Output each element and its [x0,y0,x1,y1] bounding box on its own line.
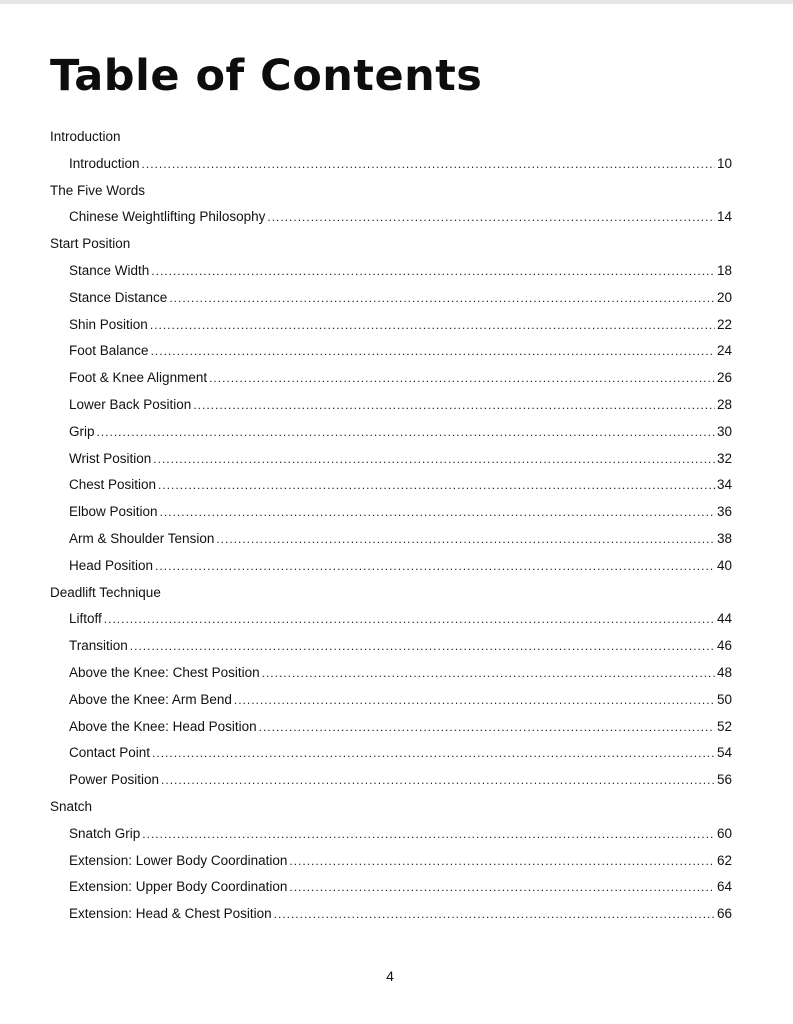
dot-leader [158,472,715,499]
toc-section [50,124,732,178]
toc-entry-title: Extension: Upper Body Coordination [69,879,288,895]
toc-section-title[interactable]: Introduction [50,129,121,144]
toc-entry[interactable] [50,901,732,928]
toc-entry-page-number: 64 [716,879,732,895]
toc-entry-title: Above the Knee: Head Position [69,718,257,734]
dot-leader [104,606,715,633]
toc-entry-title: Foot & Knee Alignment [69,370,208,386]
toc-entry[interactable] [50,312,732,339]
dot-leader [152,740,715,767]
toc-entry-title: Chinese Weightlifting Philosophy [69,209,266,225]
toc-entry[interactable] [50,392,732,419]
toc-entry-page-number: 46 [716,638,732,654]
toc-entry-title: Transition [69,638,128,654]
toc-entry-page-number: 66 [716,906,732,922]
table-of-contents [50,124,732,928]
toc-entry-title: Power Position [69,772,160,788]
toc-entry-title: Elbow Position [69,504,158,520]
toc-entry[interactable] [50,472,732,499]
dot-leader [262,660,715,687]
toc-entry-page-number: 22 [716,316,732,332]
page-number: 4 [386,968,394,984]
dot-leader [193,392,715,419]
toc-entry-page-number: 54 [716,745,732,761]
dot-leader [289,848,715,875]
toc-entry-page-number: 38 [716,530,732,546]
toc-entry-page-number: 30 [716,423,732,439]
dot-leader [234,687,715,714]
toc-entry[interactable] [50,740,732,767]
dot-leader [289,874,715,901]
dot-leader [259,714,715,741]
page-top-edge [0,0,793,4]
toc-section [50,231,732,579]
dot-leader [216,526,715,553]
dot-leader [153,446,715,473]
toc-entry[interactable] [50,204,732,231]
toc-entry[interactable] [50,553,732,580]
toc-entry[interactable] [50,848,732,875]
toc-entry-title: Liftoff [69,611,102,627]
toc-entry-title: Stance Width [69,262,150,278]
toc-entry[interactable] [50,258,732,285]
toc-section [50,580,732,794]
toc-entry-title: Wrist Position [69,450,152,466]
toc-entry-title: Above the Knee: Chest Position [69,664,260,680]
toc-entry[interactable] [50,446,732,473]
toc-entry-title: Snatch Grip [69,825,141,841]
toc-entry-page-number: 52 [716,718,732,734]
toc-entry-page-number: 10 [716,155,732,171]
toc-entry-page-number: 44 [716,611,732,627]
dot-leader [161,767,715,794]
toc-entry-title: Above the Knee: Arm Bend [69,691,232,707]
toc-entry-page-number: 20 [716,289,732,305]
toc-section [50,178,732,232]
dot-leader [160,499,715,526]
toc-entry-page-number: 50 [716,691,732,707]
toc-entry-page-number: 56 [716,772,732,788]
toc-section [50,794,732,928]
toc-entry-page-number: 14 [716,209,732,225]
toc-entry[interactable] [50,526,732,553]
dot-leader [267,204,715,231]
toc-entry-title: Foot Balance [69,343,149,359]
toc-entry-title: Shin Position [69,316,148,332]
toc-entry[interactable] [50,660,732,687]
toc-entry[interactable] [50,687,732,714]
toc-entry[interactable] [50,499,732,526]
toc-entry-title: Contact Point [69,745,151,761]
toc-entry-title: Extension: Head & Chest Position [69,906,272,922]
toc-entry-title: Introduction [69,155,140,171]
toc-entry-page-number: 60 [716,825,732,841]
toc-section-title[interactable]: Snatch [50,798,93,814]
toc-entry[interactable] [50,606,732,633]
toc-entry-page-number: 34 [716,477,732,493]
toc-entry[interactable] [50,285,732,312]
toc-section-title[interactable]: Start Position [50,236,131,252]
toc-entry[interactable] [50,151,732,178]
toc-entry[interactable] [50,365,732,392]
toc-entry-title: Grip [69,423,95,439]
dot-leader [209,365,715,392]
dot-leader [274,901,715,928]
toc-entry-page-number: 32 [716,450,732,466]
toc-entry-title: Chest Position [69,477,157,493]
dot-leader [150,312,715,339]
toc-entry-page-number: 48 [716,664,732,680]
toc-entry-page-number: 18 [716,262,732,278]
toc-section-title[interactable]: Deadlift Technique [50,584,161,600]
toc-entry-page-number: 62 [716,852,732,868]
page-title: Table of Contents [50,51,483,101]
toc-entry-title: Head Position [69,557,154,573]
toc-entry[interactable] [50,767,732,794]
toc-entry-page-number: 40 [716,557,732,573]
dot-leader [169,285,715,312]
toc-entry-title: Arm & Shoulder Tension [69,530,215,546]
toc-entry[interactable] [50,821,732,848]
toc-entry-title: Stance Distance [69,289,168,305]
dot-leader [151,338,715,365]
dot-leader [142,151,715,178]
toc-entry-page-number: 26 [716,370,732,386]
toc-entry[interactable] [50,633,732,660]
toc-section-title[interactable]: The Five Words [50,182,146,198]
toc-entry-title: Extension: Lower Body Coordination [69,852,288,868]
toc-entry[interactable] [50,419,732,446]
dot-leader [130,633,715,660]
dot-leader [97,419,715,446]
toc-entry[interactable] [50,338,732,365]
toc-entry-page-number: 24 [716,343,732,359]
toc-entry[interactable] [50,714,732,741]
dot-leader [142,821,715,848]
toc-entry-page-number: 36 [716,504,732,520]
toc-entry-page-number: 28 [716,396,732,412]
toc-entry[interactable] [50,874,732,901]
toc-entry-title: Lower Back Position [69,396,192,412]
dot-leader [151,258,715,285]
dot-leader [155,553,715,580]
